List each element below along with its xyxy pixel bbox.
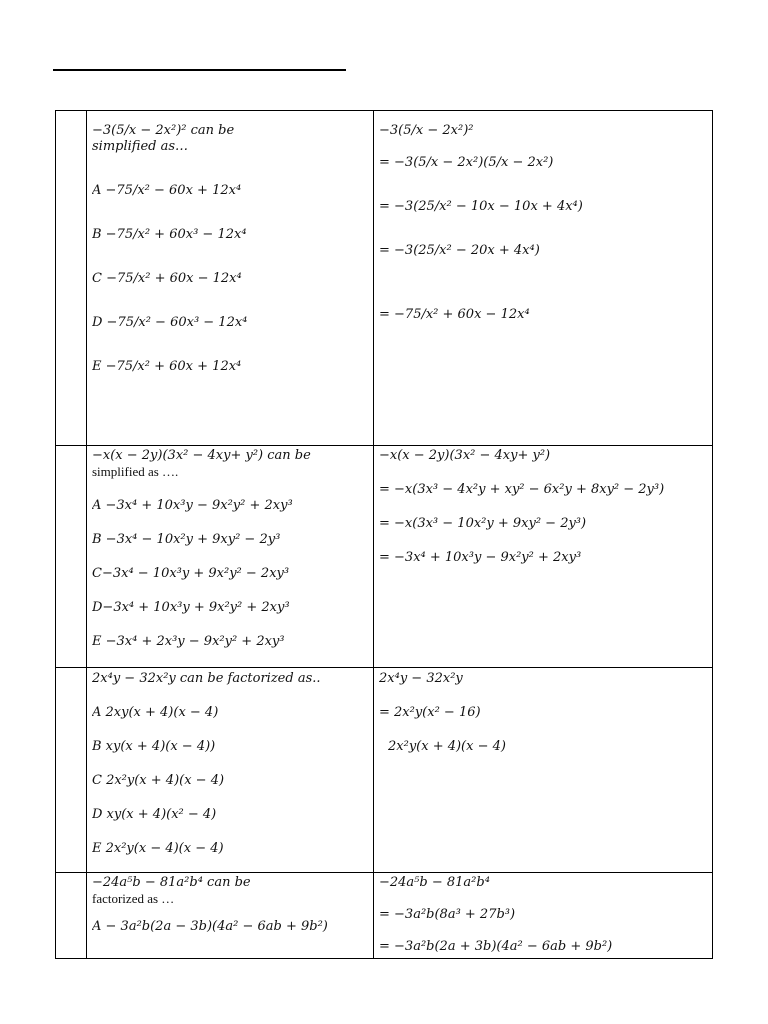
solution-step: 2x⁴y − 32x²y	[379, 671, 463, 686]
option-b: B −75/x² + 60x³ − 12x⁴	[92, 227, 247, 242]
solution-step: = −3a²b(2a + 3b)(4a² − 6ab + 9b²)	[379, 939, 613, 954]
solution-step: = 2x²y(x² − 16)	[379, 705, 481, 720]
row-number-cell	[56, 446, 87, 668]
question-row-4	[56, 873, 713, 959]
row-number-cell	[56, 668, 87, 873]
solution-step: = −3(25/x² − 20x + 4x⁴)	[379, 243, 540, 258]
solution-step: −x(x − 2y)(3x² − 4xy+ y²)	[379, 448, 551, 463]
question-prompt: −3(5/x − 2x²)² can be	[92, 123, 235, 138]
solution-step: = −75/x² + 60x − 12x⁴	[379, 307, 530, 322]
solution-cell	[374, 111, 713, 446]
solution-step: 2x²y(x + 4)(x − 4)	[388, 739, 506, 754]
option-b: B −3x⁴ − 10x²y + 9xy² − 2y³	[92, 532, 281, 547]
question-cell	[87, 668, 374, 873]
option-a: A − 3a²b(2a − 3b)(4a² − 6ab + 9b²)	[92, 919, 328, 934]
option-d: D xy(x + 4)(x² − 4)	[92, 807, 217, 822]
option-b: B xy(x + 4)(x − 4))	[92, 739, 216, 754]
question-prompt-continued: simplified as…	[92, 139, 189, 154]
option-d: D−3x⁴ + 10x³y + 9x²y² + 2xy³	[92, 600, 290, 615]
option-c: C 2x²y(x + 4)(x − 4)	[92, 773, 225, 788]
option-d: D −75/x² − 60x³ − 12x⁴	[92, 315, 248, 330]
solution-step: = −x(3x³ − 4x²y + xy² − 6x²y + 8xy² − 2y³)	[379, 482, 665, 497]
solution-step: = −3x⁴ + 10x³y − 9x²y² + 2xy³	[379, 550, 582, 565]
solution-step: = −3(25/x² − 10x − 10x + 4x⁴)	[379, 199, 583, 214]
option-a: A 2xy(x + 4)(x − 4)	[92, 705, 219, 720]
option-c: C−3x⁴ − 10x³y + 9x²y² − 2xy³	[92, 566, 290, 581]
solution-step: −24a⁵b − 81a²b⁴	[379, 875, 490, 890]
option-e: E −75/x² + 60x + 12x⁴	[92, 359, 242, 374]
row-number-cell	[56, 873, 87, 959]
option-e: E −3x⁴ + 2x³y − 9x²y² + 2xy³	[92, 634, 285, 649]
option-a: A −75/x² − 60x + 12x⁴	[92, 183, 242, 198]
option-c: C −75/x² + 60x − 12x⁴	[92, 271, 242, 286]
question-table	[55, 110, 713, 959]
solution-step: −3(5/x − 2x²)²	[379, 123, 474, 138]
option-a: A −3x⁴ + 10x³y − 9x²y² + 2xy³	[92, 498, 293, 513]
solution-step: = −3a²b(8a³ + 27b³)	[379, 907, 516, 922]
question-row-3	[56, 668, 713, 873]
solution-cell	[374, 668, 713, 873]
solution-cell	[374, 446, 713, 668]
question-row-2	[56, 446, 713, 668]
question-prompt: −x(x − 2y)(3x² − 4xy+ y²) can be	[92, 448, 311, 463]
solution-step: = −3(5/x − 2x²)(5/x − 2x²)	[379, 155, 554, 170]
question-row-1	[56, 111, 713, 446]
question-cell	[87, 111, 374, 446]
option-e: E 2x²y(x − 4)(x − 4)	[92, 841, 224, 856]
question-prompt: −24a⁵b − 81a²b⁴ can be	[92, 875, 251, 890]
question-prompt-continued: simplified as ….	[92, 464, 179, 479]
solution-cell	[374, 873, 713, 959]
question-prompt-continued: factorized as …	[92, 891, 175, 906]
question-cell	[87, 446, 374, 668]
header-rule	[53, 69, 346, 71]
question-cell	[87, 873, 374, 959]
question-prompt: 2x⁴y − 32x²y can be factorized as..	[92, 671, 321, 686]
solution-step: = −x(3x³ − 10x²y + 9xy² − 2y³)	[379, 516, 587, 531]
row-number-cell	[56, 111, 87, 446]
